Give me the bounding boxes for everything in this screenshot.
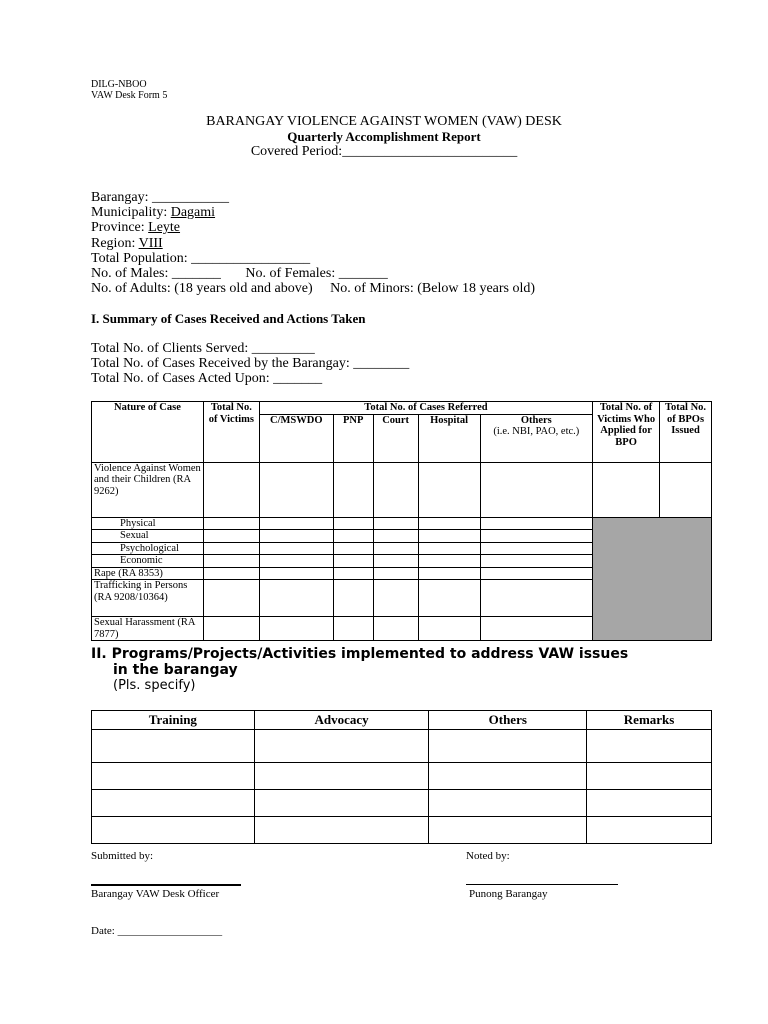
table-cell[interactable] xyxy=(480,462,593,517)
region-label: Region: xyxy=(91,235,136,251)
section1-title: I. Summary of Cases Received and Actions Taken xyxy=(91,311,366,326)
table-cell[interactable] xyxy=(333,617,373,641)
municipality-label: Municipality: xyxy=(91,205,168,221)
age-line xyxy=(91,281,535,296)
header-bpo-applied: Total No. of Victims Who Applied for BPO xyxy=(593,402,660,463)
table-cell[interactable] xyxy=(373,517,418,530)
form-code-block xyxy=(91,79,167,101)
municipality-line xyxy=(91,205,535,220)
row-label-psychological: Psychological xyxy=(92,542,204,555)
row-label-sexual: Sexual xyxy=(92,530,204,543)
officer-title: Barangay VAW Desk Officer xyxy=(91,888,220,900)
table-cell[interactable] xyxy=(254,817,429,844)
table-cell[interactable] xyxy=(333,555,373,568)
table-cell[interactable] xyxy=(429,730,587,763)
covered-period-blank: _________________________ xyxy=(342,144,518,159)
table-cell[interactable] xyxy=(333,580,373,617)
table-cell[interactable] xyxy=(418,530,480,543)
table-cell[interactable] xyxy=(203,462,259,517)
header-cmswdo: C/MSWDO xyxy=(259,414,333,462)
table-cell[interactable] xyxy=(203,542,259,555)
header-hospital: Hospital xyxy=(418,414,480,462)
table-cell[interactable] xyxy=(418,462,480,517)
table-cell[interactable] xyxy=(418,567,480,580)
table-cell[interactable] xyxy=(429,763,587,790)
table-cell[interactable] xyxy=(418,617,480,641)
table-cell[interactable] xyxy=(259,567,333,580)
table-cell[interactable] xyxy=(587,730,712,763)
header-pnp: PNP xyxy=(333,414,373,462)
table-cell[interactable] xyxy=(259,617,333,641)
table-cell[interactable] xyxy=(480,517,593,530)
table-cell[interactable] xyxy=(333,517,373,530)
table-cell[interactable] xyxy=(203,555,259,568)
form-code: DILG-NBOO xyxy=(91,79,147,90)
region-line xyxy=(91,236,535,251)
header-cases-referred: Total No. of Cases Referred xyxy=(259,402,592,415)
table-cell[interactable] xyxy=(480,617,593,641)
covered-period xyxy=(0,144,768,160)
table-cell[interactable] xyxy=(203,530,259,543)
case-totals xyxy=(91,341,409,387)
section2-title-cont: in the barangay xyxy=(113,662,238,678)
region-value: VIII xyxy=(138,235,163,251)
table-cell[interactable] xyxy=(254,790,429,817)
cases-received-line: Total No. of Cases Received by the Barangay: ________ xyxy=(91,356,410,372)
header-advocacy: Advocacy xyxy=(254,711,429,730)
punong-title: Punong Barangay xyxy=(469,888,548,900)
date-blank[interactable]: ___________________ xyxy=(117,925,223,937)
table-cell[interactable] xyxy=(373,617,418,641)
table-cell[interactable] xyxy=(418,517,480,530)
header-nature-of-case: Nature of Case xyxy=(92,402,204,463)
females-field: No. of Females: _______ xyxy=(245,266,388,282)
table-cell[interactable] xyxy=(259,580,333,617)
table-cell[interactable] xyxy=(92,817,255,844)
programs-table xyxy=(91,710,712,844)
header-others-note: (i.e. NBI, PAO, etc.) xyxy=(493,426,580,437)
punong-signature-line xyxy=(466,884,618,885)
header-total-victims: Total No. of Victims xyxy=(203,402,259,463)
males-field: No. of Males: _______ xyxy=(91,266,221,282)
table-cell[interactable] xyxy=(429,817,587,844)
province-label: Province: xyxy=(91,220,145,236)
row-label-economic: Economic xyxy=(92,555,204,568)
report-title: BARANGAY VIOLENCE AGAINST WOMEN (VAW) DESK xyxy=(206,114,562,129)
row-label-rape: Rape (RA 8353) xyxy=(92,567,204,580)
table-cell[interactable] xyxy=(587,790,712,817)
table-cell[interactable] xyxy=(333,462,373,517)
table-row xyxy=(92,763,712,790)
table-cell[interactable] xyxy=(333,567,373,580)
table-cell[interactable] xyxy=(259,462,333,517)
adults-field: No. of Adults: (18 years old and above) xyxy=(91,281,313,297)
barangay-line xyxy=(91,190,535,205)
date-line xyxy=(91,925,222,937)
header-training: Training xyxy=(92,711,255,730)
header-remarks: Remarks xyxy=(587,711,712,730)
header-others: Others xyxy=(429,711,587,730)
table-cell[interactable] xyxy=(254,763,429,790)
clients-served-line: Total No. of Clients Served: _________ xyxy=(91,341,315,356)
date-label: Date: xyxy=(91,925,115,937)
table-cell[interactable] xyxy=(418,542,480,555)
noted-by-label: Noted by: xyxy=(466,850,510,862)
municipality-value: Dagami xyxy=(170,205,216,221)
table-cell[interactable] xyxy=(429,790,587,817)
table-cell[interactable] xyxy=(373,530,418,543)
section2-title: II. Programs/Projects/Activities implemented to address VAW issues xyxy=(91,646,629,662)
header-bpo-issued: Total No. of BPOs Issued xyxy=(660,402,712,463)
table-cell[interactable] xyxy=(480,567,593,580)
table-cell[interactable] xyxy=(259,530,333,543)
table-cell[interactable] xyxy=(480,542,593,555)
barangay-label: Barangay: xyxy=(91,190,149,205)
table-cell[interactable] xyxy=(587,817,712,844)
row-label-physical: Physical xyxy=(92,517,204,530)
province-line xyxy=(91,220,535,235)
table-cell[interactable] xyxy=(418,580,480,617)
table-cell[interactable] xyxy=(333,530,373,543)
table-cell[interactable] xyxy=(373,580,418,617)
table-cell[interactable] xyxy=(203,567,259,580)
table-cell[interactable] xyxy=(203,517,259,530)
table-cell[interactable] xyxy=(587,763,712,790)
table-cell[interactable] xyxy=(92,763,255,790)
minors-field: No. of Minors: (Below 18 years old) xyxy=(330,281,536,297)
form-name: VAW Desk Form 5 xyxy=(91,90,168,101)
table-row xyxy=(92,462,712,517)
row-label-trafficking: Trafficking in Persons (RA 9208/10364) xyxy=(92,580,204,617)
table-cell[interactable] xyxy=(373,462,418,517)
table-cell[interactable] xyxy=(480,555,593,568)
table-cell[interactable] xyxy=(373,555,418,568)
table-cell[interactable] xyxy=(92,730,255,763)
row-label-harassment: Sexual Harassment (RA 7877) xyxy=(92,617,204,641)
table-cell[interactable] xyxy=(480,530,593,543)
table-cell[interactable] xyxy=(333,542,373,555)
table-cell[interactable] xyxy=(259,555,333,568)
table-cell[interactable] xyxy=(259,542,333,555)
gender-line xyxy=(91,266,535,281)
header-others-label: Others xyxy=(520,414,552,426)
cases-table xyxy=(91,401,712,641)
table-cell[interactable] xyxy=(259,517,333,530)
table-cell[interactable] xyxy=(373,542,418,555)
table-cell[interactable] xyxy=(593,462,660,517)
table-row xyxy=(92,730,712,763)
barangay-info xyxy=(91,190,535,296)
header-court: Court xyxy=(373,414,418,462)
officer-signature-line xyxy=(91,884,241,886)
table-cell[interactable] xyxy=(373,567,418,580)
covered-period-label: Covered Period: xyxy=(250,144,343,159)
table-cell[interactable] xyxy=(92,790,255,817)
table-cell[interactable] xyxy=(480,580,593,617)
report-subtitle: Quarterly Accomplishment Report xyxy=(287,129,481,144)
shaded-cell xyxy=(593,517,712,641)
submitted-by-label: Submitted by: xyxy=(91,850,154,862)
table-cell[interactable] xyxy=(660,462,712,517)
cases-acted-line: Total No. of Cases Acted Upon: _______ xyxy=(91,371,323,387)
section2-specify: (Pls. specify) xyxy=(113,678,196,693)
table-row xyxy=(92,517,712,530)
table-cell[interactable] xyxy=(203,580,259,617)
table-row xyxy=(92,817,712,844)
table-cell[interactable] xyxy=(254,730,429,763)
table-cell[interactable] xyxy=(418,555,480,568)
header-others xyxy=(480,414,593,462)
population-line: Total Population: _________________ xyxy=(91,250,311,266)
table-row xyxy=(92,790,712,817)
table-cell[interactable] xyxy=(203,617,259,641)
barangay-value: ___________ xyxy=(152,190,230,205)
province-value: Leyte xyxy=(148,220,181,236)
row-label-vawc: Violence Against Women and their Children (RA 9262) xyxy=(92,462,204,517)
